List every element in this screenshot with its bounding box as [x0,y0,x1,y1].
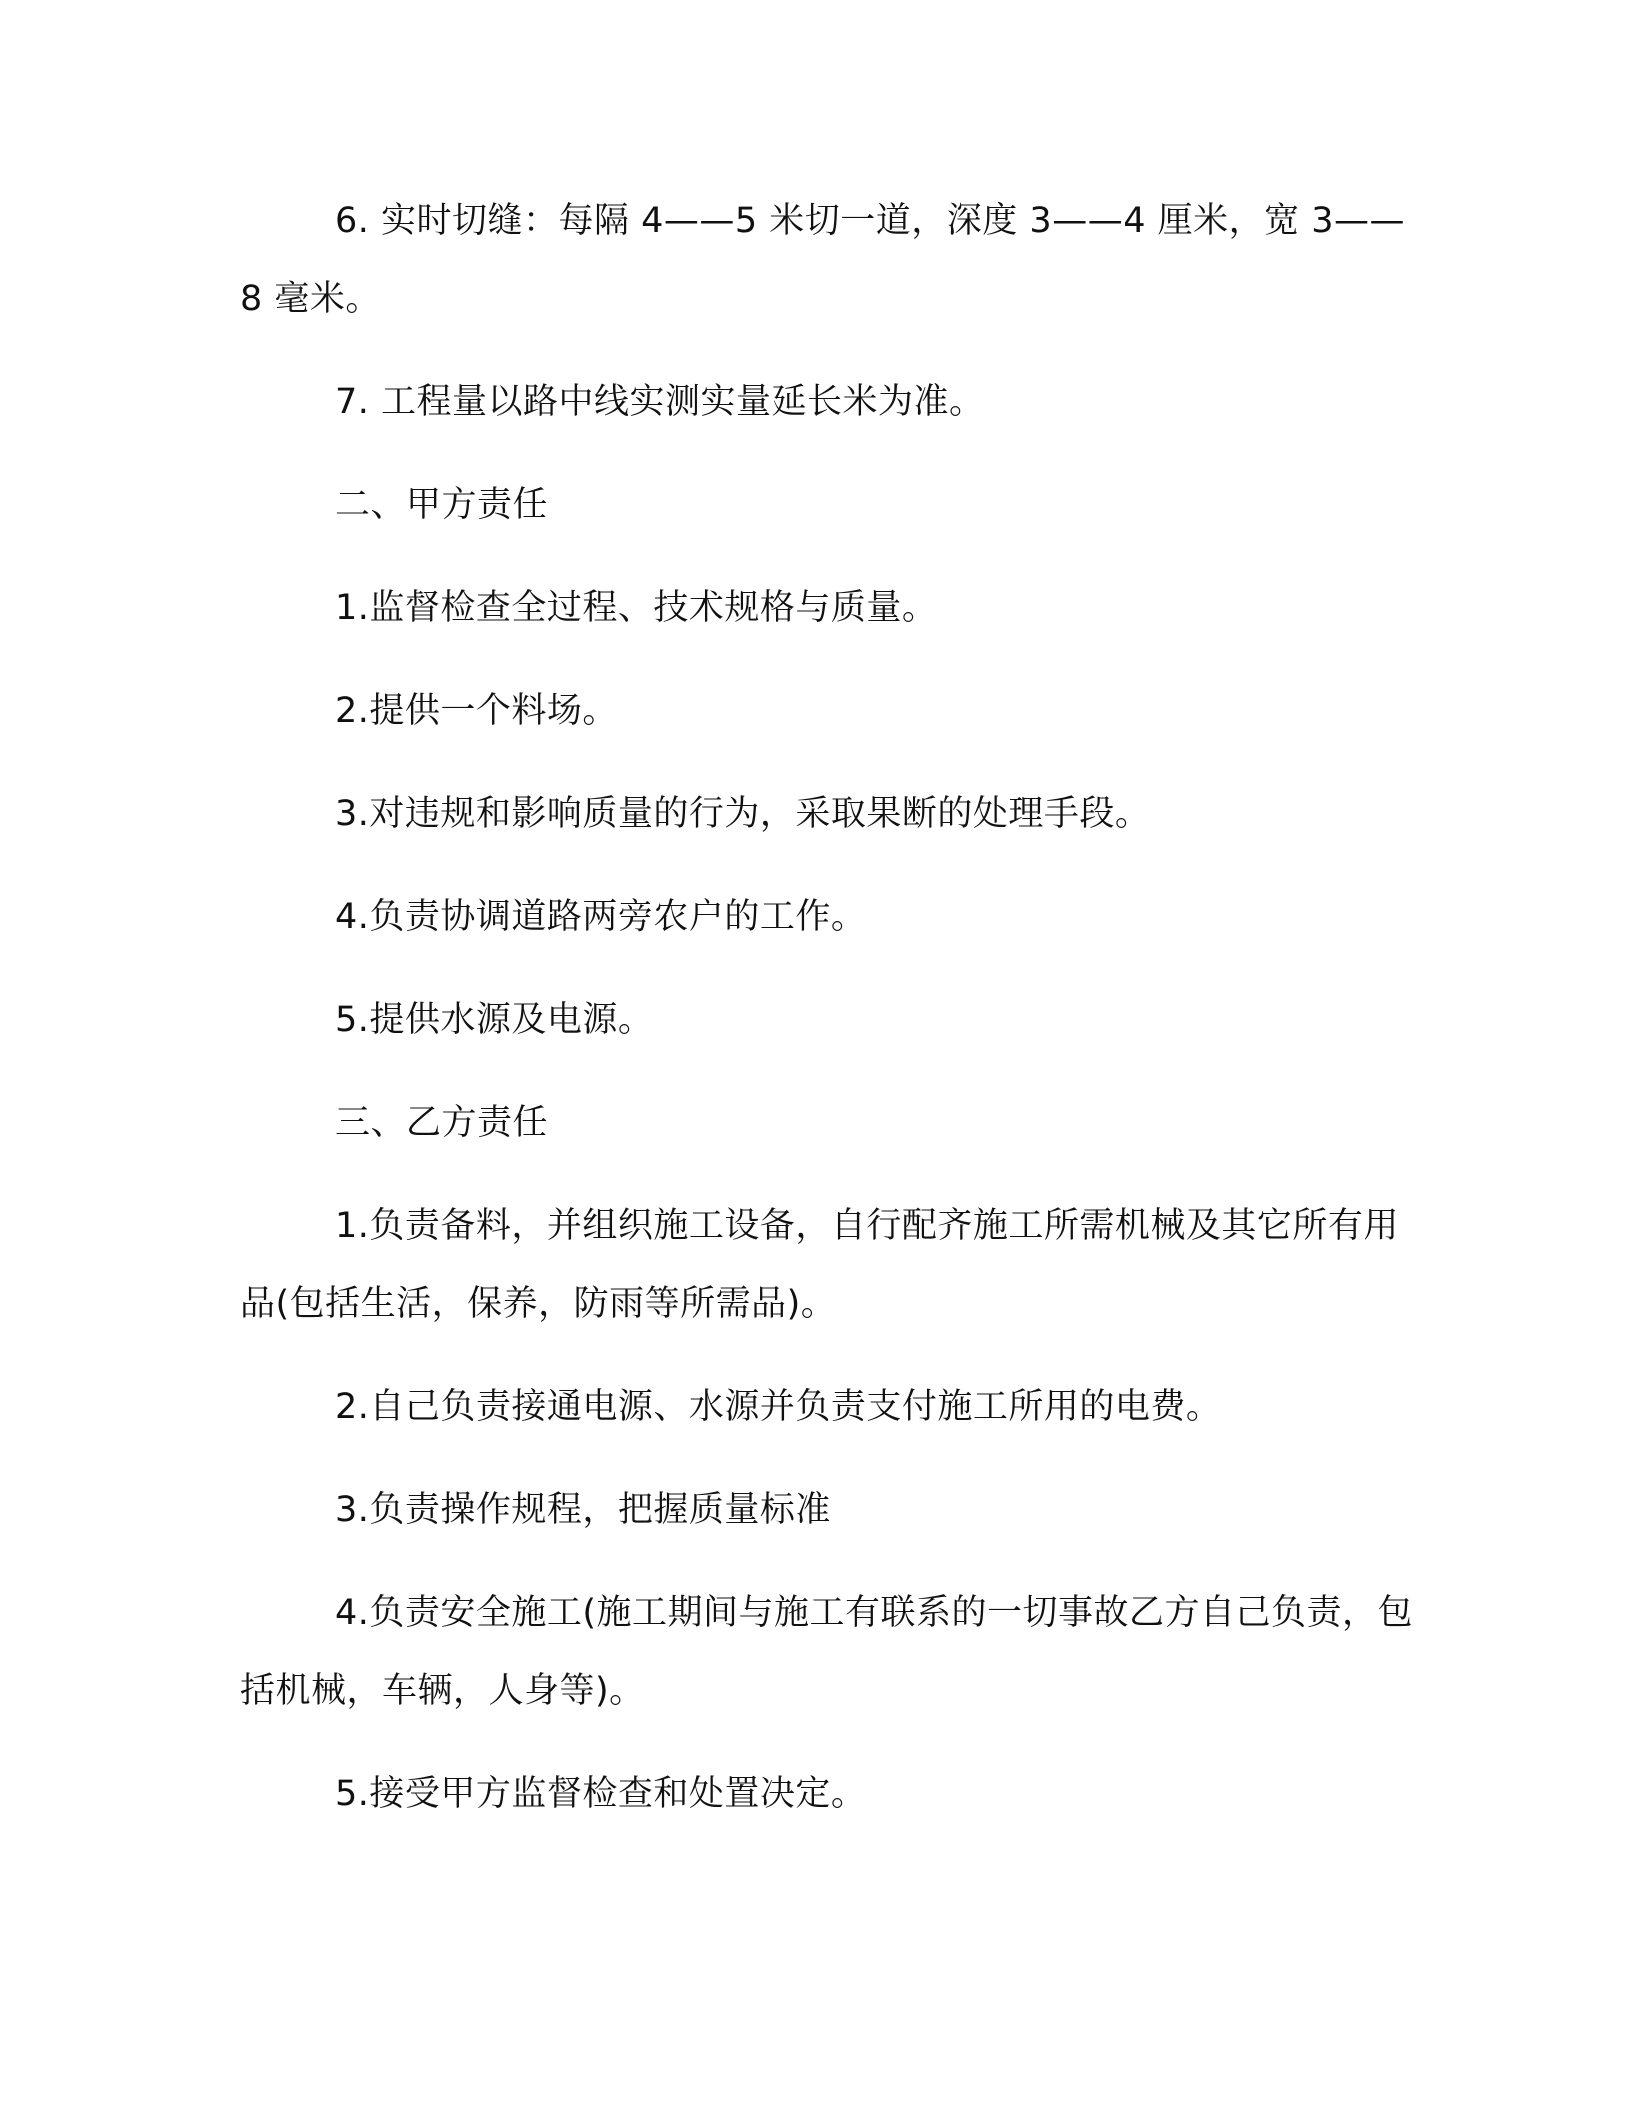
party-b-duty-5: 5.接受甲方监督检查和处置决定。 [335,1774,867,1814]
party-a-duty-2: 2.提供一个料场。 [335,691,618,731]
party-a-duty-3: 3.对违规和影响质量的行为，采取果断的处理手段。 [335,794,1151,834]
party-b-duty-1: 1.负责备料，并组织施工设备，自行配齐施工所需机械及其它所有用品(包括生活，保养，防雨等所需品)。 [240,1206,1399,1324]
party-a-duty-4: 4.负责协调道路两旁农户的工作。 [335,897,867,937]
document-body [240,182,1420,1858]
party-a-duty-5: 5.提供水源及电源。 [335,1000,654,1040]
party-b-duty-4: 4.负责安全施工(施工期间与施工有联系的一切事故乙方自己负责，包括机械，车辆，人身等)。 [240,1593,1414,1711]
party-b-duty-2: 2.自己负责接通电源、水源并负责支付施工所用的电费。 [335,1387,1222,1427]
section-heading-party-a: 二、甲方责任 [335,485,549,525]
party-a-duty-1: 1.监督检查全过程、技术规格与质量。 [335,588,938,628]
section-heading-party-b: 三、乙方责任 [335,1103,549,1143]
clause-item-7: 7. 工程量以路中线实测实量延长米为准。 [335,382,985,422]
party-b-duty-3: 3.负责操作规程，把握质量标准 [335,1490,831,1530]
clause-item-6: 6. 实时切缝：每隔 4——5 米切一道，深度 3——4 厘米，宽 3——8 毫米。 [240,201,1405,319]
